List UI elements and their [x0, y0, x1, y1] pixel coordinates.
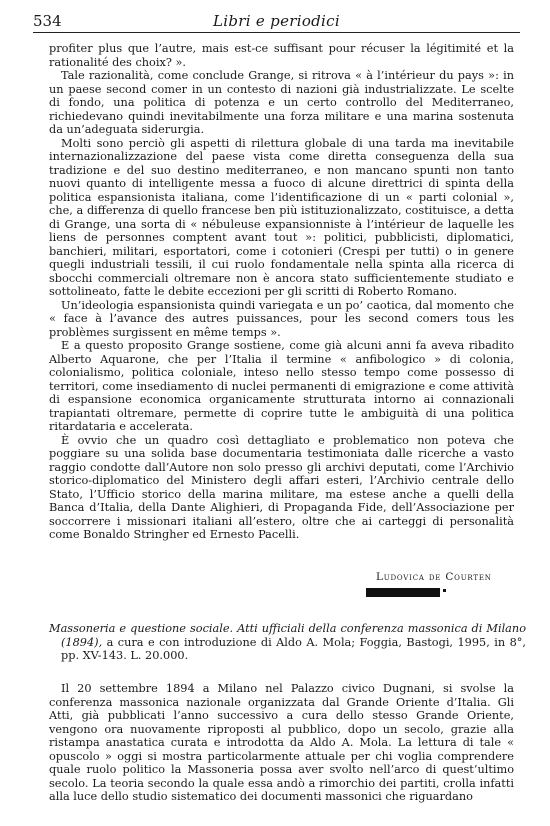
book-citation: a cura e con introduzione di Aldo A. Mola; Foggia, Bastogi, 1995, in 8°, pp. XV-143. L. 20.000.	[61, 635, 527, 662]
paragraph-4: Un’ideologia espansionista quindi variegata e un po’ caotica, dal momento che « face à l’avance des autres puissances, pour les second comers tous les problèmes surgissent en même temps ».	[49, 298, 514, 339]
paragraph-3: Molti sono perciò gli aspetti di rilettura globale di una tarda ma inevitabile internazionalizzazione del paese vista come diretta conseguenza della sua tradizione e del suo destino mediterraneo, e non mancano spunti non tanto nuovi quanto di intelligente messa a fuoco di alcune direttrici di spinta della politica espansionista italiana, come l’identificazione di un « parti colonial », che, a differenza di quello francese ben più istituzionalizzato, costituisce, a detta di Grange, una sorta di « nébuleuse expansionniste à l’intérieur de laquelle les liens de personnes comptent avant tout »: politici, pubblicisti, diplomatici, banchieri, militari, esportatori, come i cotonieri (Crespi per tutti) o in genere quegli industriali tessili, il cui ruolo fondamentale nella spinta alla ricerca di sbocchi commerciali oltremare non è ancora stato sufficientemente studiato e sottolineato, fatte le debite eccezioni per gli scritti di Roberto Romano.	[49, 136, 514, 298]
running-header	[33, 10, 520, 33]
review-body-2	[49, 682, 514, 804]
review-body-1	[49, 42, 514, 542]
paragraph-7: Il 20 settembre 1894 a Milano nel Palazzo civico Dugnani, si svolse la conferenza massonica nazionale organizzata dal Grande Oriente d’Italia. Gli Atti, già pubblicati l’anno successivo a cura dello stesso Grande Oriente, vengono ora nuovamente riproposti al pubblico, dopo un secolo, grazie alla ristampa anastatica curata e introdotta da Aldo A. Mola. La lettura di tale « opuscolo » oggi si mostra particolarmente attuale per chi voglia comprendere quale ruolo politico la Massoneria possa aver svolto nell’arco di quest’ultimo secolo. La teoria secondo la quale essa andò a rimorchio dei partiti, crolla infatti alla luce dello studio sistematico dei documenti massonici che riguardano	[49, 682, 514, 803]
review-heading	[49, 622, 526, 663]
paragraph-5: E a questo proposito Grange sostiene, come già alcuni anni fa aveva ribadito Alberto Aquarone, che per l’Italia il termine « anfibologico » di colonia, colonialismo, politica coloniale, inteso nello stesso tempo come possesso di territori, come insediamento di nuclei permanenti di emigrazione e come attività di espansione economica organicamente strutturata intorno ai connazionali trapiantati oltremare, permette di coprire tutte le ambiguità di una politica ritardataria e accelerata.	[49, 339, 514, 433]
book-title: Massoneria e questione sociale. Atti ufficiali della conferenza massonica di Milano (1894),	[49, 622, 526, 649]
paragraph-1: profiter plus que l’autre, mais est-ce suffisant pour récuser la légitimité et la rationalité des choix? ».	[49, 42, 514, 69]
running-title: Libri e periodici	[213, 12, 340, 30]
page-number: 534	[33, 12, 62, 30]
redaction-mark	[366, 588, 440, 597]
paragraph-6: È ovvio che un quadro così dettagliato e problematico non poteva che poggiare su una solida base documentaria testimoniata dalle ricerche a vasto raggio condotte dall’Autore non solo presso gli archivi deputati, come l’Archivio storico-diplomatico del Ministero degli affari esteri, l’Archivio centrale dello Stato, l’Ufficio storico della marina militare, ma estese anche a quelli della Banca d’Italia, della Dante Alighieri, di Propaganda Fide, dell’Associazione per soccorrere i missionari italiani all’estero, oltre che ai carteggi di personalità come Bonaldo Stringher ed Ernesto Pacelli.	[49, 433, 514, 541]
reviewer-signature: Ludovica de Courten	[376, 571, 492, 583]
paragraph-2: Tale razionalità, come conclude Grange, si ritrova « à l’intérieur du pays »: in un paese second comer in un contesto di nazioni già industrializzate. Le scelte di fondo, una politica di potenza e un certo controllo del Mediterraneo, richiedevano quindi inevitabilmente una forza militare e una marina sostenuta da un’adeguata siderurgia.	[49, 69, 514, 136]
